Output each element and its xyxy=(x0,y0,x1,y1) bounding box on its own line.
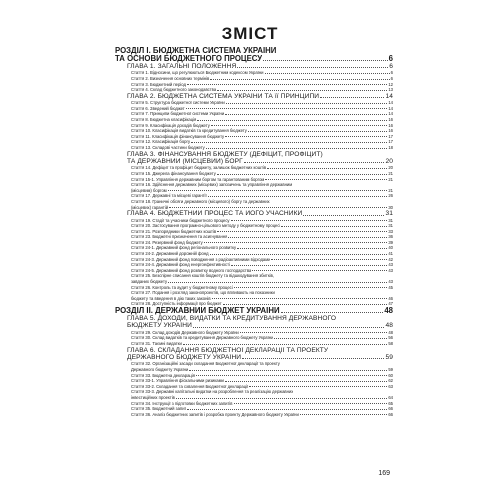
toc-entry-text: бюджету та введення в дію таких законів xyxy=(131,295,211,301)
page-title: ЗМІСТ xyxy=(221,24,279,43)
dot-leader xyxy=(210,253,388,255)
toc-entry-text: Стаття 29. Склад доходів Державного бюджету України xyxy=(131,329,239,335)
toc-page-number: 20 xyxy=(385,157,393,165)
toc-page-number: 64 xyxy=(388,394,393,400)
toc-page-number: 43 xyxy=(388,279,393,285)
toc-entry-text: ТА ОСНОВИ БЮДЖЕТНОГО ПРОЦЕСУ xyxy=(115,55,263,63)
toc-entry-text: Стаття 36. Аналіз бюджетних запитів і розробка проекту Державного бюджету України xyxy=(131,411,299,417)
toc-entry-chapter xyxy=(115,151,393,166)
toc-entry-text: інвестиційних проектів xyxy=(131,394,175,400)
toc-page-number: 48 xyxy=(385,322,393,330)
toc-page-number: 58 xyxy=(388,341,393,346)
toc-entry-text: Стаття 15. Джерела фінансування бюджету xyxy=(131,170,216,176)
toc-page-number: 20 xyxy=(388,165,393,171)
toc-entry-text: Стаття 26. Контроль та аудит у бюджетному процесі xyxy=(131,284,233,290)
dot-leader xyxy=(240,331,388,333)
table-of-contents xyxy=(115,47,393,417)
dot-leader xyxy=(168,189,388,191)
dot-leader xyxy=(183,343,387,345)
dot-leader xyxy=(237,247,387,249)
dot-leader xyxy=(189,369,387,371)
dot-leader xyxy=(228,236,387,238)
toc-entry-text: Стаття 17. Державні та місцеві гарантії xyxy=(131,193,207,199)
dot-leader xyxy=(211,124,388,126)
dot-leader xyxy=(231,264,387,266)
toc-entry-text: ГЛАВА 6. СКЛАДАННЯ БЮДЖЕТНОЇ ДЕКЛАРАЦІЇ ТА ПРОЕКТУ xyxy=(127,346,329,354)
toc-entry-text: Стаття 14. Дефіцит та профіцит бюджету, залишок бюджетних коштів xyxy=(131,165,267,171)
dot-leader xyxy=(281,225,387,227)
toc-page-number: 41 xyxy=(388,251,393,257)
toc-page-number: 6 xyxy=(388,55,393,63)
toc-entry-text: Стаття 27. Подання і розгляд законопроектів, що впливають на показники xyxy=(131,290,275,296)
toc-page-number: 43 xyxy=(388,262,393,268)
toc-page-number: 13 xyxy=(388,87,393,93)
toc-entry-text: ДЕРЖАВНОГО БЮДЖЕТУ УКРАЇНИ xyxy=(127,354,242,361)
toc-entry-text: Стаття 11. Класифікація фінансування бюджету xyxy=(131,133,225,139)
dot-leader xyxy=(303,214,384,216)
toc-entry-text: Стаття 24-2. Державний дорожній фонд xyxy=(131,251,209,257)
toc-page-number: 31 xyxy=(388,223,393,229)
toc-entry-text: РОЗДІЛ І. БЮДЖЕТНА СИСТЕМА УКРАЇНИ xyxy=(115,47,277,55)
toc-entry-chapter xyxy=(115,315,393,330)
dot-leader xyxy=(208,195,388,197)
toc-page-number: 14 xyxy=(388,105,393,111)
toc-page-number: 12 xyxy=(388,81,393,87)
toc-entry-section xyxy=(115,307,393,315)
dot-leader xyxy=(204,241,388,243)
toc-entry-text: ТА ДЕРЖАВНИЙ (МІСЦЕВИЙ) БОРГ xyxy=(127,157,243,165)
dot-leader xyxy=(206,147,388,149)
toc-page-number: 45 xyxy=(388,284,393,290)
dot-leader xyxy=(169,206,387,208)
toc-page-number: 43 xyxy=(388,267,393,273)
dot-leader xyxy=(225,380,387,382)
toc-entry-text: ГЛАВА 4. БЮДЖЕТНИЙ ПРОЦЕС ТА ЙОГО УЧАСНИКИ xyxy=(127,210,303,218)
toc-page-number: 21 xyxy=(388,170,393,176)
toc-entry-text: Стаття 19. Стадії та учасники бюджетного процесу xyxy=(131,217,230,223)
toc-page-number: 17 xyxy=(388,133,393,139)
dot-leader xyxy=(226,102,388,104)
toc-entry-text: Державного бюджету України xyxy=(131,367,189,372)
toc-page-number: 40 xyxy=(388,245,393,251)
toc-page-number: 66 xyxy=(388,411,393,417)
toc-page-number: 21 xyxy=(388,187,393,193)
dot-leader xyxy=(191,141,387,143)
dot-leader xyxy=(217,230,387,232)
toc-page-number: 6 xyxy=(390,70,393,76)
toc-entry-text: Стаття 35. Бюджетний запит xyxy=(131,406,187,412)
dot-leader xyxy=(225,135,387,137)
toc-entry-text: Стаття 33. Бюджетна декларація xyxy=(131,372,196,378)
dot-leader xyxy=(197,119,387,121)
toc-entry-text: Стаття 7. Принципи бюджетної системи України xyxy=(131,111,225,117)
toc-page-number: 48 xyxy=(388,329,393,335)
toc-page-number: 21 xyxy=(388,176,393,182)
toc-page-number: 42 xyxy=(388,256,393,262)
toc-page-number: 16 xyxy=(388,122,393,128)
toc-entry-text: Стаття 3. Бюджетний період xyxy=(131,81,186,87)
dot-leader xyxy=(242,357,384,359)
dot-leader xyxy=(265,178,387,180)
toc-entry-text: Стаття 15-1. Управління державним боргом та гарантованим боргом xyxy=(131,176,265,182)
dot-leader xyxy=(271,258,387,260)
toc-page-number: 39 xyxy=(388,239,393,245)
toc-page-number: 16 xyxy=(388,116,393,122)
dot-leader xyxy=(281,311,384,313)
toc-entry-text: Стаття 24-1. Державний фонд регіонального розвитку xyxy=(131,245,237,251)
toc-entry-chapter xyxy=(115,63,393,70)
toc-page-number: 33 xyxy=(388,228,393,234)
toc-page-number: 6 xyxy=(389,63,393,70)
dot-leader xyxy=(212,297,388,299)
toc-entry-text: Стаття 5. Структура бюджетної системи України xyxy=(131,100,225,106)
toc-entry-chapter xyxy=(115,210,393,217)
dot-leader xyxy=(225,113,387,115)
toc-entry-article xyxy=(115,290,393,301)
toc-entry-text: Стаття 24-4. Державний фонд енергоефективності xyxy=(131,262,230,268)
toc-entry-text: ГЛАВА 1. ЗАГАЛЬНІ ПОЛОЖЕННЯ xyxy=(127,63,237,70)
dot-leader xyxy=(234,402,388,404)
toc-entry-article xyxy=(115,412,393,418)
toc-page-number: 14 xyxy=(388,100,393,106)
toc-entry-text: (місцевим) боргом xyxy=(131,187,167,193)
toc-page-number: 60 xyxy=(388,372,393,378)
dot-leader xyxy=(252,269,387,271)
toc-entry-chapter xyxy=(115,347,393,362)
toc-page-number: 31 xyxy=(385,210,393,218)
toc-page-number: 59 xyxy=(385,354,393,361)
toc-page-number: 30 xyxy=(388,204,393,210)
toc-entry-text: Стаття 28. Доступність інформації про бюджет xyxy=(131,301,222,307)
toc-page-number: 36 xyxy=(388,234,393,240)
toc-page-number: 16 xyxy=(388,128,393,134)
toc-entry-article xyxy=(115,199,393,210)
toc-entry-text: Стаття 2. Визначення основних термінів xyxy=(131,76,210,81)
dot-leader xyxy=(176,397,387,399)
dot-leader xyxy=(196,374,387,376)
toc-entry-article xyxy=(115,361,393,372)
toc-entry-text: Стаття 33-2. Складання та схвалення Бюджетної декларації xyxy=(131,383,249,389)
dot-leader xyxy=(300,413,388,415)
toc-entry-text: ГЛАВА 2. БЮДЖЕТНА СИСТЕМА УКРАЇНИ ТА її ПРИНЦИПИ xyxy=(127,92,320,100)
dot-leader xyxy=(217,173,388,175)
toc-entry-text: Стаття 20. Застосування програмно-цільового методу у бюджетному процесі xyxy=(131,223,281,229)
dot-leader xyxy=(320,96,384,98)
toc-entry-text: ГЛАВА 5. ДОХОДИ, ВИДАТКИ ТА КРЕДИТУВАННЯ ДЕРЖАВНОГО xyxy=(127,315,337,322)
toc-page-number: 66 xyxy=(388,406,393,412)
toc-page-number: 59 xyxy=(388,367,393,372)
toc-entry-text: Стаття 25. Безспірне списання коштів бюджету та відшкодування збитків, xyxy=(131,273,274,279)
dot-leader xyxy=(193,326,385,328)
toc-entry-text: Стаття 33-1. Управління фіскальними ризиками xyxy=(131,378,224,384)
toc-entry-text: Стаття 9. Класифікація доходів бюджету xyxy=(131,122,210,128)
dot-leader xyxy=(249,385,387,387)
dot-leader xyxy=(217,89,387,91)
toc-entry-text: (місцевих) гарантій xyxy=(131,204,169,210)
toc-page-number: 6 xyxy=(390,76,393,81)
dot-leader xyxy=(248,130,387,132)
toc-entry-text: Стаття 10. Класифікація видатків та кредитування бюджету xyxy=(131,128,247,134)
toc-entry-text: Стаття 4. Склад бюджетного законодавства xyxy=(131,87,217,93)
toc-entry-text: завданих бюджету xyxy=(131,279,168,285)
toc-page-number: 48 xyxy=(384,307,393,315)
toc-entry-text: Стаття 13. Складові частини бюджету xyxy=(131,144,205,150)
toc-entry-text: Стаття 6. Зведений бюджет xyxy=(131,105,185,111)
toc-entry-text: Стаття 16. Здійснення державних (місцевих) запозичень та управління державним xyxy=(131,182,293,188)
dot-leader xyxy=(234,286,388,288)
toc-entry-text: Стаття 24. Резервний фонд бюджету xyxy=(131,239,203,245)
toc-entry-text: Стаття 23. Бюджетні призначення та асигнування xyxy=(131,234,228,240)
toc-entry-text: БЮДЖЕТУ УКРАЇНИ xyxy=(127,322,192,330)
dot-leader xyxy=(274,337,387,339)
toc-entry-text: Стаття 31. Таємні видатки xyxy=(131,341,182,346)
toc-page-number: 14 xyxy=(385,92,393,100)
dot-leader xyxy=(223,303,388,305)
toc-page-number: 17 xyxy=(388,139,393,145)
dot-leader xyxy=(231,219,388,221)
toc-entry-article xyxy=(115,182,393,193)
toc-page-number: 56 xyxy=(388,335,393,341)
toc-page-number: 31 xyxy=(388,217,393,223)
toc-entry-text: Стаття 12. Класифікація боргу xyxy=(131,139,191,145)
toc-entry-text: Стаття 33-3. Державні капітальні видатки на розроблення та реалізацію державних xyxy=(131,389,294,395)
dot-leader xyxy=(168,281,387,283)
dot-leader xyxy=(265,72,390,74)
toc-entry-text: Стаття 1. Відносини, що регулюються Бюджетним кодексом України xyxy=(131,70,264,76)
dot-leader xyxy=(187,83,387,85)
toc-entry-text: ГЛАВА 3. ФІНАНСУВАННЯ БЮДЖЕТУ (ДЕФІЦИТ, ПРОФІЦИТ) xyxy=(127,150,323,158)
toc-page-number: 63 xyxy=(388,383,393,389)
page-number: 169 xyxy=(378,470,390,477)
dot-leader xyxy=(210,78,389,80)
dot-leader xyxy=(237,66,388,68)
toc-page-number: 65 xyxy=(388,400,393,406)
dot-leader xyxy=(267,167,387,169)
toc-entry-chapter xyxy=(115,93,393,100)
toc-entry-article xyxy=(115,389,393,400)
toc-entry-text: Стаття 24-3. Державний фонд поводження з радіоактивними відходами xyxy=(131,256,271,262)
toc-entry-text: Стаття 32. Організаційні засади складання Бюджетної декларації та проекту xyxy=(131,361,280,367)
toc-page-number: 26 xyxy=(388,193,393,199)
toc-entry-text: РОЗДІЛ ІІ. ДЕРЖАВНИЙ БЮДЖЕТ УКРАЇНИ xyxy=(115,307,280,315)
toc-entry-text: Стаття 24-5. Державний фонд розвитку водного господарства xyxy=(131,267,252,273)
toc-entry-article xyxy=(115,273,393,284)
toc-entry-text: Стаття 21. Розпорядники бюджетних коштів xyxy=(131,228,217,234)
toc-entry-text: Стаття 8. Бюджетна класифікація xyxy=(131,116,197,122)
toc-page-number: 62 xyxy=(388,378,393,384)
toc-entry-section xyxy=(115,47,393,63)
toc-entry-text: Стаття 30. Склад видатків та кредитування Державного бюджету України xyxy=(131,335,274,341)
toc-page-number: 14 xyxy=(388,111,393,117)
dot-leader xyxy=(187,408,387,410)
toc-entry-text: Стаття 34. Інструкції з підготовки бюджетних запитів xyxy=(131,400,233,406)
toc-page-number: 46 xyxy=(388,295,393,301)
dot-leader xyxy=(186,107,388,109)
dot-leader xyxy=(263,59,387,61)
dot-leader xyxy=(244,161,385,163)
toc-entry-text: Стаття 18. Граничні обсяги державного (місцевого) боргу та державних xyxy=(131,198,270,204)
toc-page-number: 18 xyxy=(388,144,393,150)
toc-page-number: 47 xyxy=(388,301,393,307)
